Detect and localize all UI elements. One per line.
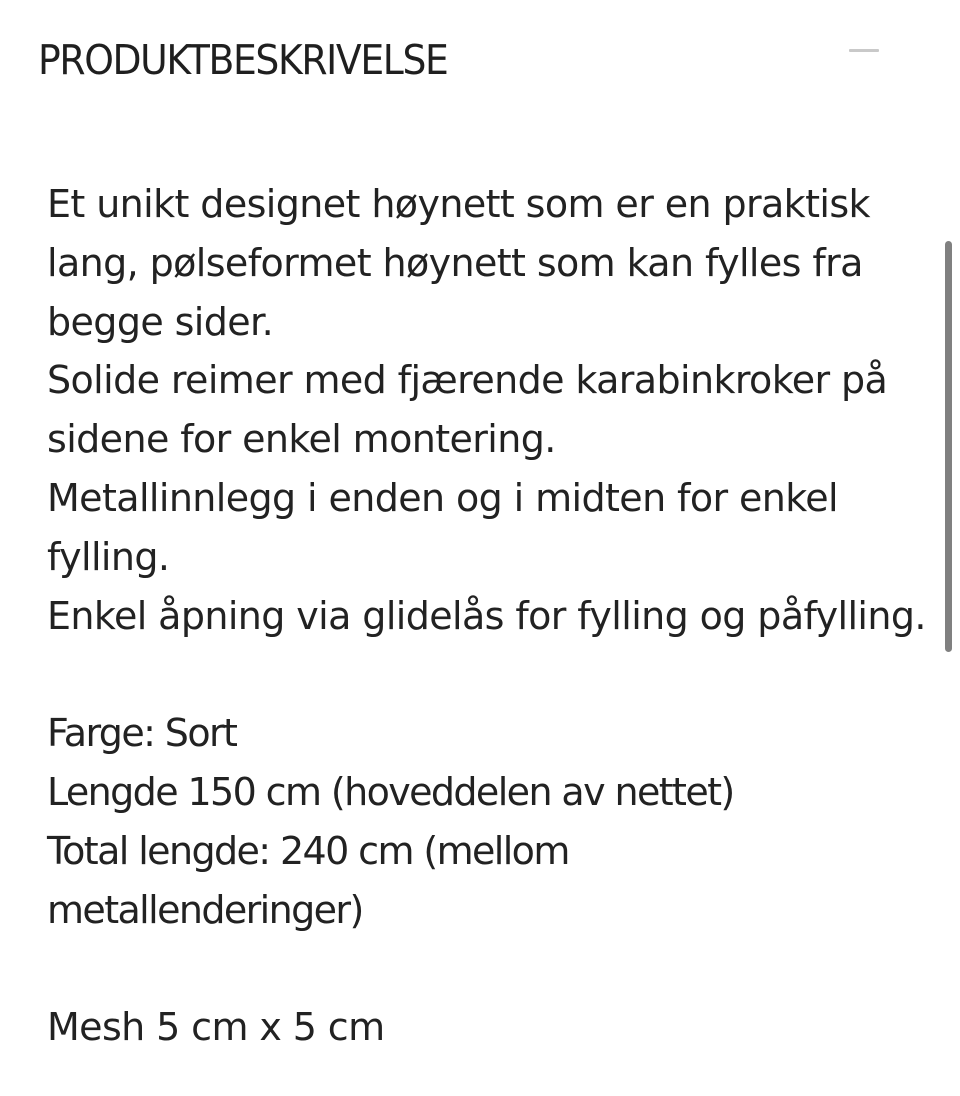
product-description-header[interactable] xyxy=(0,0,960,130)
spacer xyxy=(47,939,927,998)
section-title: PRODUKTBESKRIVELSE xyxy=(38,36,448,84)
spacer xyxy=(47,645,927,704)
description-line: lang, pølseformet høynett som kan fylles fra xyxy=(47,240,863,285)
scrollbar-thumb[interactable] xyxy=(945,241,952,652)
description-line: fylling. xyxy=(47,534,170,579)
specs-block xyxy=(47,704,927,939)
color-spec: Farge: Sort xyxy=(47,711,237,756)
mesh-spec: Mesh 5 cm x 5 cm xyxy=(47,1005,385,1050)
description-line: Et unikt designet høynett som er en praktisk xyxy=(47,182,870,226)
description-line: Solide reimer med fjærende karabinkroker på xyxy=(47,358,888,403)
description-line: Enkel åpning via glidelås for fylling og påfylling. xyxy=(47,593,926,638)
total-length-spec-continued: metallenderinger) xyxy=(47,887,363,932)
length-spec: Lengde 150 cm (hoveddelen av nettet) xyxy=(47,769,734,814)
description-line: sidene for enkel montering. xyxy=(47,417,556,462)
description-line: Metallinnlegg i enden og i midten for enkel xyxy=(47,475,839,520)
description-line: begge sider. xyxy=(47,299,274,344)
total-length-spec: Total lengde: 240 cm (mellom xyxy=(47,828,569,873)
minus-icon xyxy=(849,49,879,52)
product-description-body xyxy=(47,175,927,1057)
collapse-toggle-button[interactable] xyxy=(840,32,888,68)
